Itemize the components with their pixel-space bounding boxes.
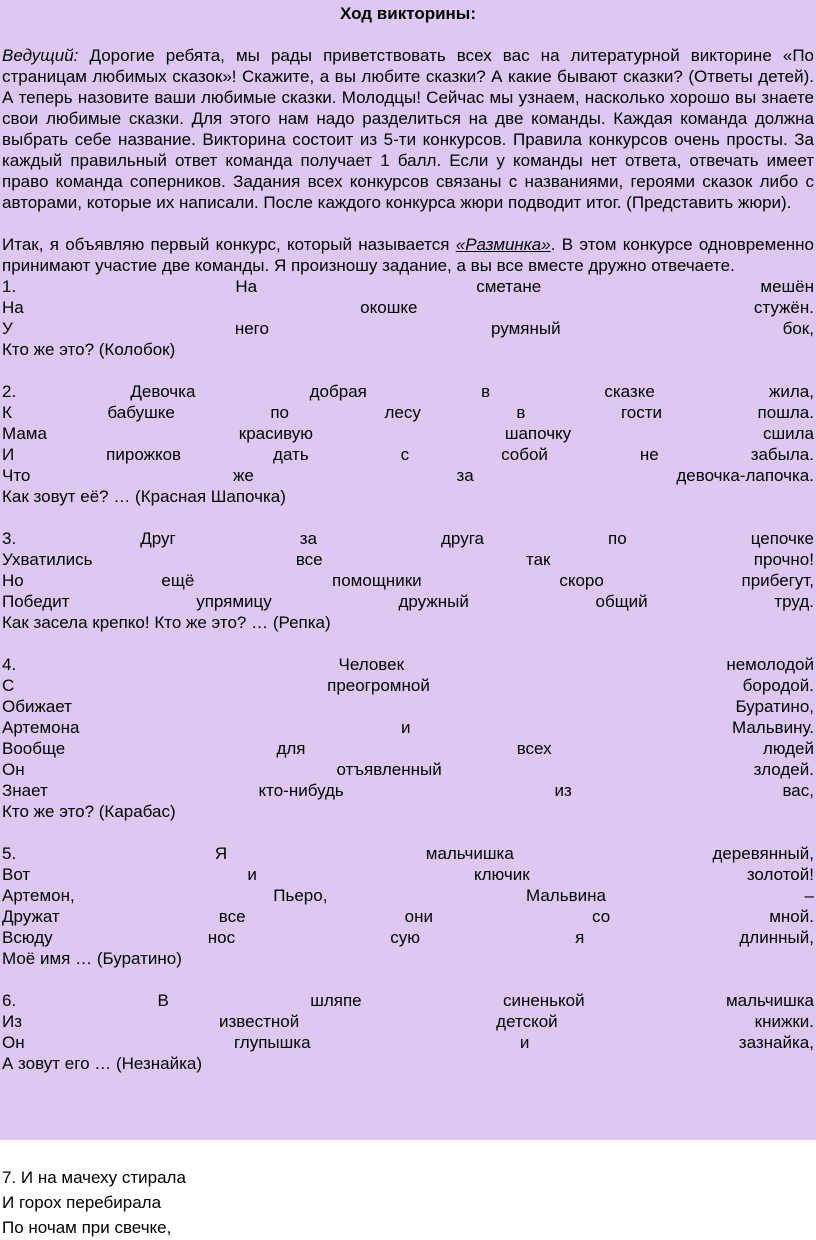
riddle-word: стужён. (753, 298, 814, 317)
riddle-answer: Кто же это? (Колобок) (2, 340, 176, 359)
riddle-answer: Как зовут её? … (Красная Шапочка) (2, 487, 286, 506)
riddle-word: деревянный, (712, 844, 814, 863)
riddle-word: К (2, 403, 12, 422)
riddle-line (2, 843, 814, 864)
riddle-line (2, 381, 814, 402)
riddle-line (2, 318, 814, 339)
riddle-answer: Как засела крепко! Кто же это? … (Репка) (2, 613, 331, 632)
riddle-line (2, 402, 814, 423)
riddle-word: по (608, 529, 627, 548)
riddle-answer: Кто же это? (Карабас) (2, 802, 176, 821)
riddle-word: Обижает (2, 697, 72, 716)
riddle-word: все (218, 907, 246, 926)
riddle-word: Друг (140, 529, 176, 548)
riddle-word: мешён (760, 277, 814, 296)
riddle-word: так (525, 550, 551, 569)
riddle-word: в (516, 403, 526, 422)
riddle-word: пирожков (106, 445, 182, 464)
riddle-word: скоро (559, 571, 604, 590)
riddle-line (2, 528, 814, 549)
riddle-line (2, 885, 814, 906)
riddle-word: Мама (2, 424, 47, 443)
intro-paragraph (2, 45, 814, 213)
riddle-line (2, 654, 814, 675)
riddle-word: немолодой (726, 655, 814, 674)
riddle-word: по (270, 403, 289, 422)
riddle-word: прибегут, (741, 571, 814, 590)
riddle-word: Он (2, 760, 25, 779)
riddle-word: не (639, 445, 659, 464)
riddle-line (2, 759, 814, 780)
riddle-word: Мальвина (526, 886, 606, 905)
riddle-word: В (157, 991, 169, 1010)
riddle-word: 5. (2, 844, 17, 863)
riddle-block (2, 528, 814, 654)
riddle-word: На (235, 277, 258, 296)
riddle-word: 4. (2, 655, 17, 674)
riddle-word: с (400, 445, 410, 464)
riddle-word: забыла. (750, 445, 814, 464)
riddle-word: шляпе (310, 991, 362, 1010)
riddle-word: мальчишка (725, 991, 814, 1010)
riddle-line (2, 990, 814, 1011)
riddle-word: Пьеро, (273, 886, 328, 905)
riddle-word: жила, (769, 382, 814, 401)
riddle-line (2, 864, 814, 885)
riddle-answer: Моё имя … (Буратино) (2, 949, 182, 968)
riddle-word: мальчишка (425, 844, 514, 863)
riddle-word: людей (762, 739, 814, 758)
riddle-word: – (804, 886, 814, 905)
riddle-word: все (295, 550, 323, 569)
riddle-word: Знает (2, 781, 48, 800)
riddle-word: синенькой (502, 991, 585, 1010)
riddle-word: 2. (2, 382, 17, 401)
riddle-word: всех (516, 739, 552, 758)
riddle-word: нос (207, 928, 236, 947)
riddle-word: Победит (2, 592, 70, 611)
riddle-word: Девочка (130, 382, 196, 401)
riddle-word: 3. (2, 529, 17, 548)
riddle-word: Артемона (2, 718, 80, 737)
riddle-word: прочно! (753, 550, 814, 569)
riddle-word: дружный (398, 592, 469, 611)
riddle-word: И (2, 445, 15, 464)
riddle-word: Вот (2, 865, 31, 884)
riddle-word: собой (501, 445, 548, 464)
riddle-word: вас, (782, 781, 814, 800)
riddle-word: отъявленный (336, 760, 442, 779)
riddle-word: Буратино, (735, 697, 814, 716)
riddle-line (2, 927, 814, 948)
riddle-word: они (404, 907, 433, 926)
riddle-word: детской (496, 1012, 558, 1031)
riddle-word: же (233, 466, 254, 485)
riddle-word: кто-нибудь (258, 781, 344, 800)
riddle-line (2, 549, 814, 570)
riddle-word: девочка-лапочка. (676, 466, 814, 485)
riddle-word: за (299, 529, 317, 548)
contest-after: . В этом конкурсе одновременно принимают участие две команды. Я произношу задание, а вы все вместе дружно отвечаете. (2, 235, 815, 275)
riddle-word: книжки. (754, 1012, 814, 1031)
riddle-word: Ухватились (2, 550, 93, 569)
riddle-word: сшила (762, 424, 814, 443)
riddle-word: упрямицу (196, 592, 272, 611)
riddle-word: известной (218, 1012, 300, 1031)
riddle-word: 1. (2, 277, 17, 296)
riddle-line (2, 675, 814, 696)
riddle-block (2, 276, 814, 381)
riddle-line (2, 444, 814, 465)
document-body (2, 0, 814, 1074)
riddle-line (2, 738, 814, 759)
tail-line: По ночам при свечке, (2, 1218, 172, 1237)
riddle-line (2, 423, 814, 444)
speaker-label: Ведущий: (2, 46, 79, 65)
contest-name: «Разминка» (455, 235, 551, 254)
riddle-word: гости (620, 403, 663, 422)
riddle-word: ещё (161, 571, 195, 590)
riddle-word: труд. (774, 592, 814, 611)
tail-line: И горох перебирала (2, 1193, 162, 1212)
riddle-word: друга (441, 529, 484, 548)
riddle-word: С (2, 676, 15, 695)
riddle-word: за (456, 466, 474, 485)
riddle-word: Он (2, 1033, 25, 1052)
riddle-word: цепочке (750, 529, 814, 548)
riddle-line (2, 465, 814, 486)
riddle-answer: А зовут его … (Незнайка) (2, 1054, 203, 1073)
riddle-word: злодей. (753, 760, 814, 779)
riddle-word: Из (2, 1012, 23, 1031)
riddle-word: пошла. (757, 403, 814, 422)
riddle-line (2, 780, 814, 801)
riddle-word: Всюду (2, 928, 53, 947)
riddle-word: глупышка (233, 1033, 311, 1052)
riddle-word: румяный (491, 319, 561, 338)
tail-line: 7. И на мачеху стирала (2, 1168, 186, 1187)
riddle-word: сую (390, 928, 420, 947)
riddle-line (2, 297, 814, 318)
riddle-word: в (481, 382, 491, 401)
riddle-line (2, 570, 814, 591)
intro-text: Дорогие ребята, мы рады приветствовать всех вас на литературной викторине «По страницам любимых сказок»! Скажите, а вы любите сказки? А какие бывают сказки? (Ответы детей). А теперь назовите ваши любимые сказки. Молодцы! Сейчас мы узнаем, насколько хорошо вы знаете свои любимые сказки. Для этого нам надо разделиться на две команды. Каждая команда должна выбрать себе название. Викторина состоит из 5-ти конкурсов. Правила конкурсов очень просты. За каждый правильный ответ команда получает 1 балл. Если у команды нет ответа, отвечать имеет право команда соперников. Задания всех конкурсов связаны с названиями, героями сказок либо с авторами, которые их написали. После каждого конкурса жюри подводит итог. (Представить жюри). (2, 46, 814, 212)
riddle-word: Я (214, 844, 228, 863)
riddle-word: На (2, 298, 24, 317)
riddle-word: бок, (782, 319, 814, 338)
riddle-word: сметане (476, 277, 542, 296)
riddle-word: золотой! (746, 865, 814, 884)
riddle-word: общий (595, 592, 648, 611)
riddle-word: Что (2, 466, 31, 485)
riddle-block (2, 990, 814, 1074)
riddle-word: сказке (604, 382, 655, 401)
riddle-word: Человек (338, 655, 405, 674)
riddle-line (2, 906, 814, 927)
riddle-word: него (234, 319, 269, 338)
riddle-line (2, 696, 814, 717)
page-title: Ход викторины: (340, 4, 476, 23)
riddle-block (2, 843, 814, 990)
riddle-word: добрая (309, 382, 367, 401)
riddle-word: из (554, 781, 572, 800)
riddle-word: со (592, 907, 611, 926)
riddle-line (2, 1011, 814, 1032)
riddle-line (2, 717, 814, 738)
riddle-word: и (247, 865, 257, 884)
riddle-word: Дружат (2, 907, 60, 926)
riddle-word: ключик (473, 865, 530, 884)
riddle-block (2, 381, 814, 528)
contest-paragraph (2, 234, 814, 276)
riddle-word: зазнайка, (738, 1033, 814, 1052)
riddle-list (2, 276, 814, 1074)
riddle-line (2, 1032, 814, 1053)
riddle-word: дать (273, 445, 309, 464)
riddle-line (2, 276, 814, 297)
riddle-word: и (400, 718, 411, 737)
riddle-block (2, 654, 814, 843)
riddle-word: для (276, 739, 306, 758)
riddle-word: Но (2, 571, 24, 590)
riddle-word: окошке (360, 298, 418, 317)
riddle-word: красивую (238, 424, 314, 443)
riddle-word: Артемон, (2, 886, 75, 905)
riddle-word: Мальвину. (731, 718, 814, 737)
riddle-word: лесу (384, 403, 421, 422)
riddle-word: бабушке (107, 403, 175, 422)
riddle-word: длинный, (739, 928, 814, 947)
riddle-word: 6. (2, 991, 17, 1010)
riddle-line (2, 591, 814, 612)
riddle-word: и (519, 1033, 530, 1052)
riddle-word: бородой. (742, 676, 814, 695)
riddle-word: Вообще (2, 739, 66, 758)
riddle-word: я (575, 928, 585, 947)
contest-before: Итак, я объявляю первый конкурс, который называется (2, 235, 456, 254)
riddle-word: преогромной (327, 676, 430, 695)
riddle-word: помощники (332, 571, 422, 590)
riddle-word: шапочку (504, 424, 572, 443)
riddle-word: мной. (769, 907, 814, 926)
tail-verse (2, 1165, 186, 1240)
riddle-word: У (2, 319, 13, 338)
